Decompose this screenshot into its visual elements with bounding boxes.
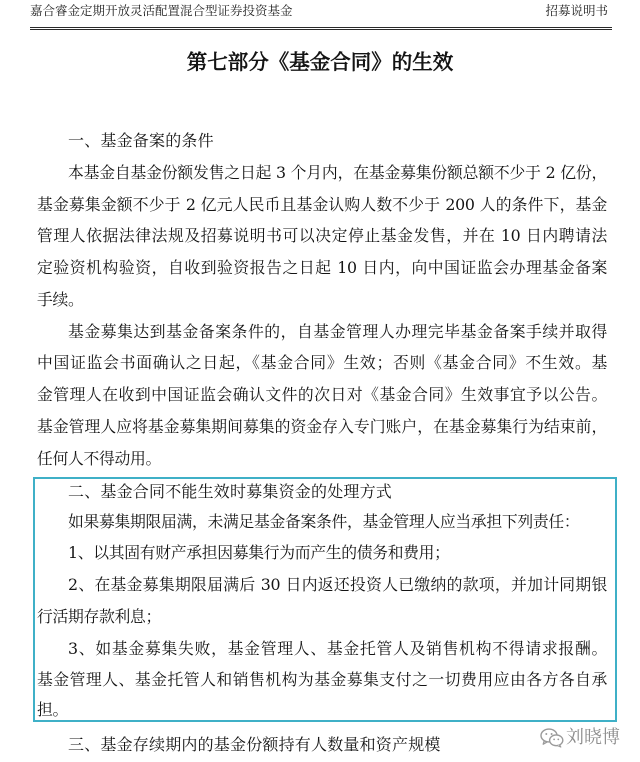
text-line: 任何人不得动用。 <box>37 449 161 468</box>
section-heading-1: 一、基金备案的条件 <box>68 131 214 150</box>
section-heading-3: 三、基金存续期内的基金份额持有人数量和资产规模 <box>68 735 441 754</box>
text-line: 基金管理人、基金托管人和销售机构为基金募集支付之一切费用应由各方各自承 <box>37 670 607 689</box>
text-line: 管理人依据法律法规及招募说明书可以决定停止基金发售，并在 10 日内聘请法 <box>37 226 607 245</box>
text-line: 行活期存款利息； <box>37 607 161 626</box>
text-line: 基金管理人应将基金募集期间募集的资金存入专门账户，在基金募集行为结束前， <box>37 417 607 436</box>
list-item-1: 1、以其固有财产承担因募集行为而产生的债务和费用； <box>68 543 450 562</box>
header-fund-name: 嘉合睿金定期开放灵活配置混合型证券投资基金 <box>30 3 293 18</box>
page-title: 第七部分《基金合同》的生效 <box>186 50 454 74</box>
wechat-icon <box>540 728 564 748</box>
list-item-3: 3、如基金募集失败，基金管理人、基金托管人及销售机构不得请求报酬。 <box>68 639 607 658</box>
text-line: 中国证监会书面确认之日起，《基金合同》生效；否则《基金合同》不生效。基 <box>37 353 607 372</box>
list-item-2: 2、在基金募集期限届满后 30 日内返还投资人已缴纳的款项，并加计同期银 <box>68 575 607 594</box>
watermark <box>540 726 630 750</box>
header-doc-type: 招募说明书 <box>545 3 608 18</box>
section-heading-2: 二、基金合同不能生效时募集资金的处理方式 <box>68 482 393 501</box>
text-line: 定验资机构验资，自收到验资报告之日起 10 日内，向中国证监会办理基金备案 <box>37 258 607 277</box>
text-line: 金管理人在收到中国证监会确认文件的次日对《基金合同》生效事宜予以公告。 <box>37 385 607 404</box>
text-line: 担。 <box>37 700 68 719</box>
text-line: 本基金自基金份额发售之日起 3 个月内，在基金募集份额总额不少于 2 亿份， <box>68 163 607 182</box>
text-line: 基金募集达到基金备案条件的，自基金管理人办理完毕基金备案手续并取得 <box>68 322 607 341</box>
text-line: 如果募集期限届满，未满足基金备案条件，基金管理人应当承担下列责任： <box>68 512 580 531</box>
watermark-author: 刘晓博 <box>566 727 620 748</box>
text-line: 手续。 <box>37 290 84 309</box>
text-line: 基金募集金额不少于 2 亿元人民币且基金认购人数不少于 200 人的条件下，基金 <box>37 195 607 214</box>
header-rule <box>30 27 612 30</box>
